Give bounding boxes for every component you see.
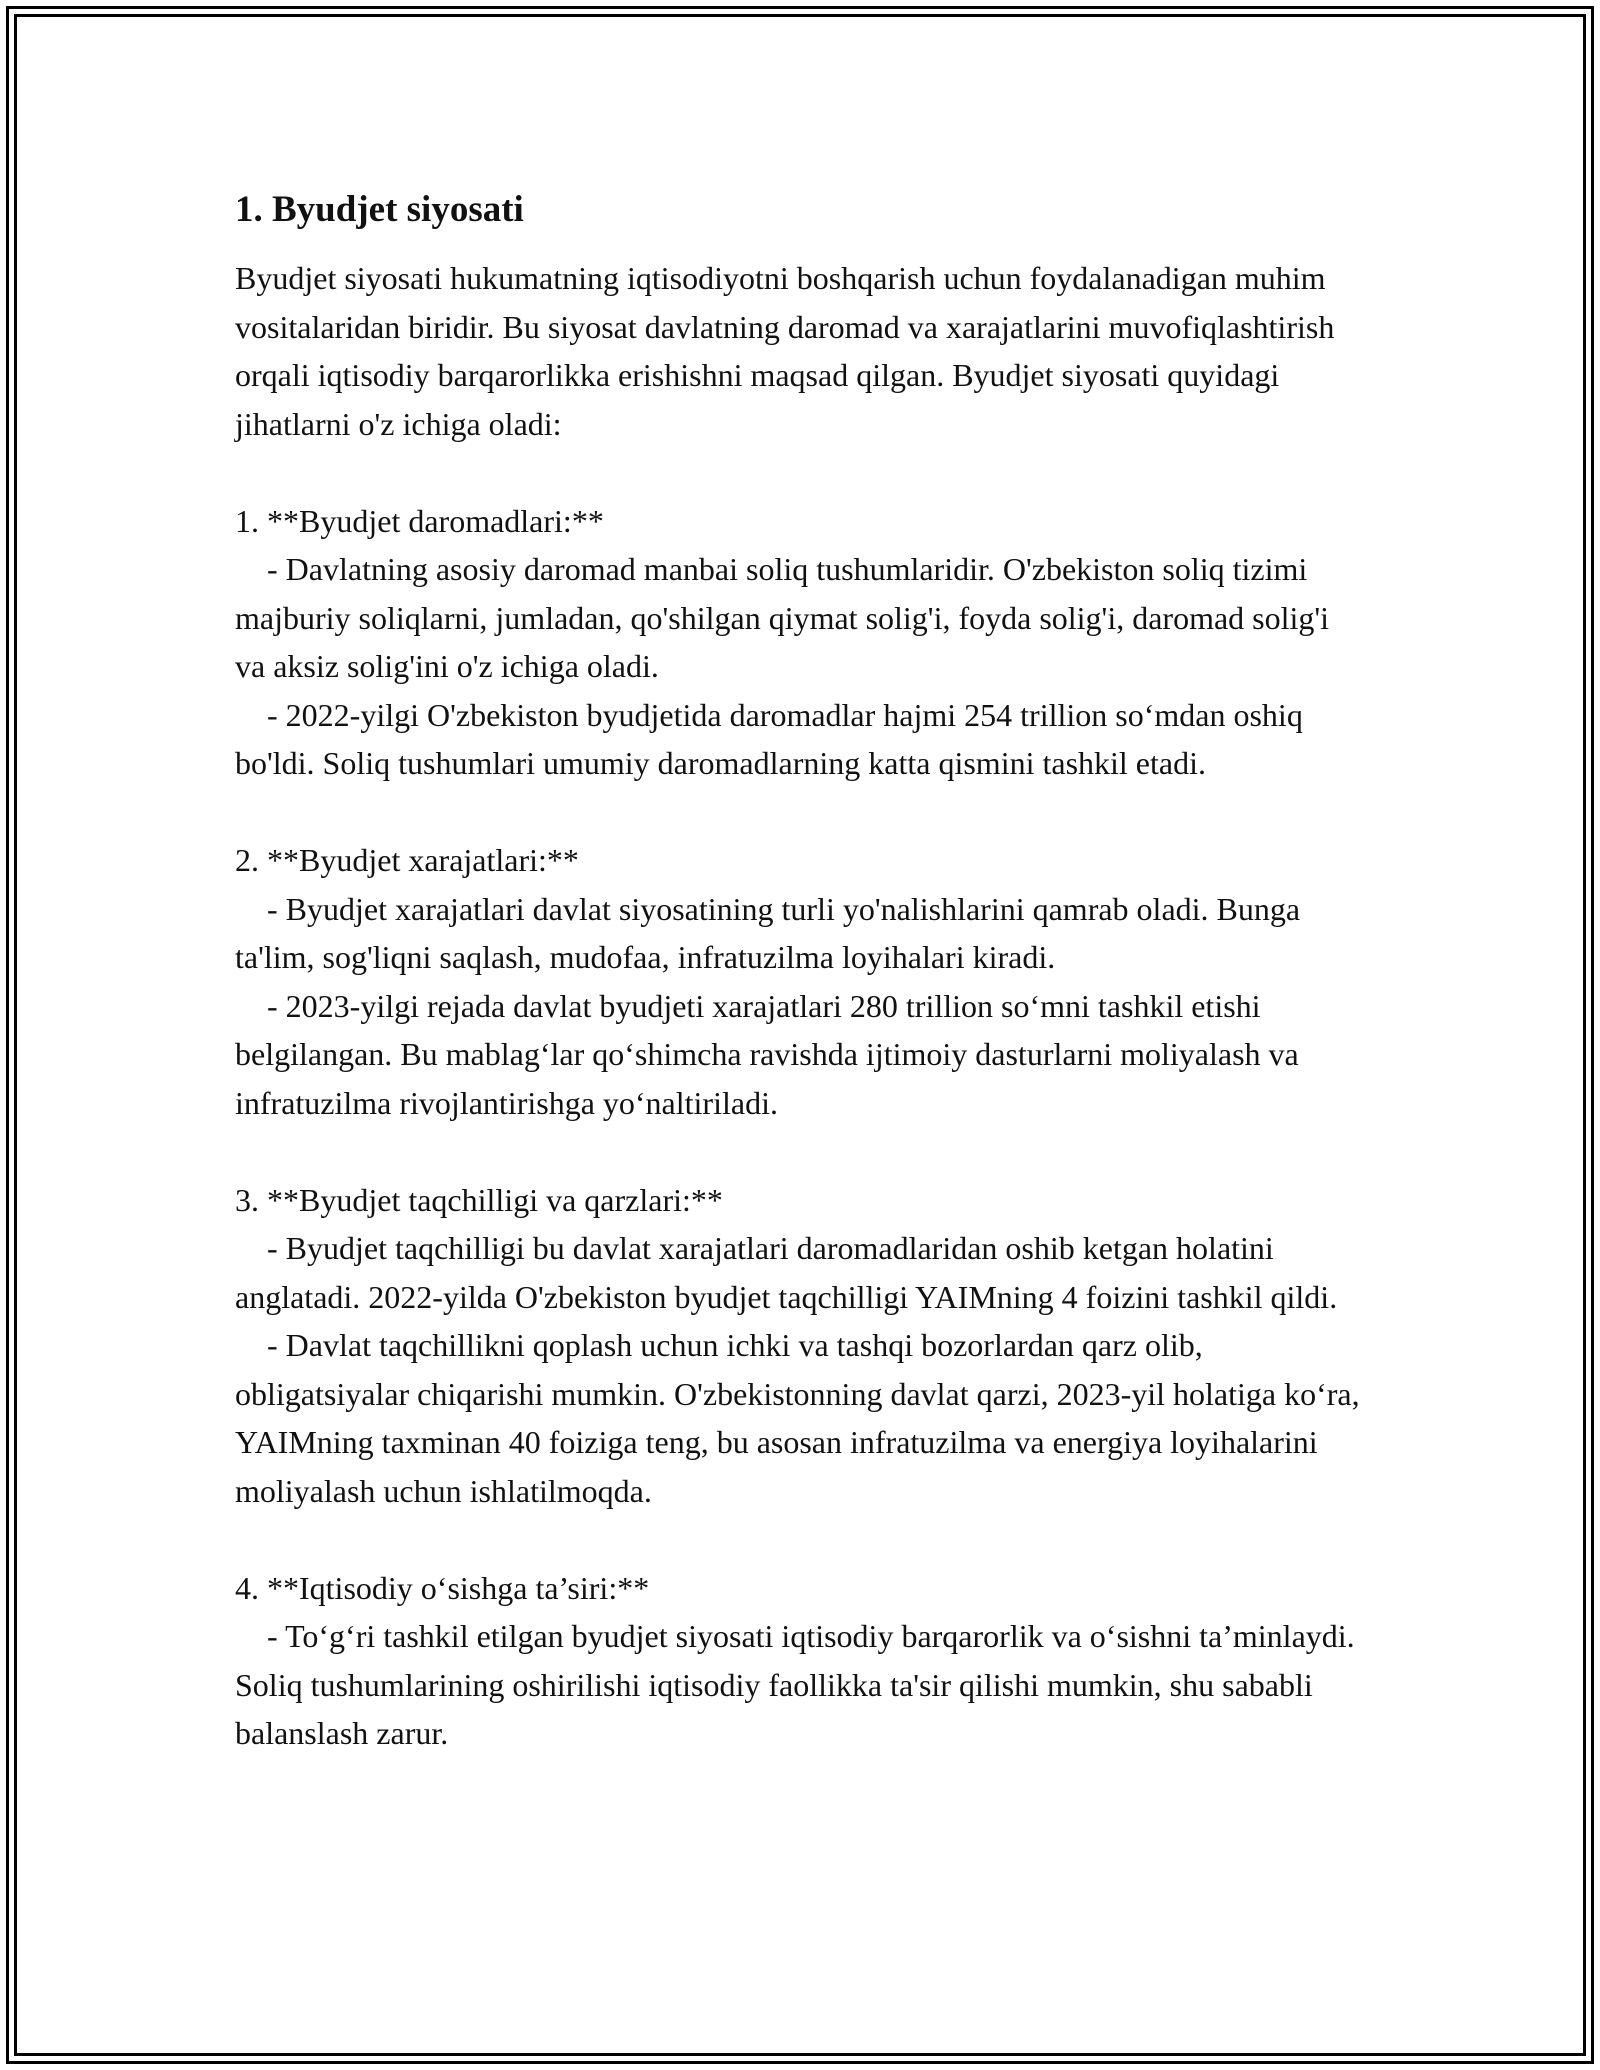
section-bullet — [235, 1224, 1365, 1321]
document-body — [235, 186, 1365, 1758]
bullet-text: - 2023-yilgi rejada davlat byudjeti xarajatlari 280 trillion so‘mni tashkil etishi belgilangan. Bu mablag‘lar qo‘shimcha ravishda ijtimoiy dasturlarni moliyalash va infratuzilma rivojlantirishga yo‘naltiriladi. — [235, 987, 1299, 1121]
section-heading: 3. **Byudjet taqchilligi va qarzlari:** — [235, 1181, 723, 1218]
section-bullet — [235, 885, 1365, 982]
section-bullet — [235, 982, 1365, 1128]
section-bullet — [235, 545, 1365, 691]
bullet-text: - Byudjet xarajatlari davlat siyosatining turli yo'nalishlarini qamrab oladi. Bunga ta'lim, sog'liqni saqlash, mudofaa, infratuzilma loyihalari kiradi. — [235, 890, 1301, 975]
section-heading: 1. **Byudjet daromadlari:** — [235, 502, 604, 539]
bullet-text: - Davlat taqchillikni qoplash uchun ichki va tashqi bozorlardan qarz olib, obligatsiyalar chiqarishi mumkin. O'zbekistonning davlat qarzi, 2023-yil holatiga ko‘ra, YAIMning taxminan 40 foiziga teng, bu asosan infratuzilma va energiya loyihalarini moliyalash uchun ishlatilmoqda. — [235, 1327, 1360, 1509]
bullet-text: - To‘g‘ri tashkil etilgan byudjet siyosati iqtisodiy barqarorlik va o‘sishni ta’minlaydi. Soliq tushumlarining oshirilishi iqtisodiy faollikka ta'sir qilishi mumkin, shu sababli balanslash zarur. — [235, 1618, 1355, 1751]
section-budget-deficit-and-debt — [235, 1176, 1365, 1516]
section-bullet — [235, 1612, 1365, 1758]
bullet-text: - 2022-yilgi O'zbekiston byudjetida daromadlar hajmi 254 trillion so‘mdan oshiq bo'ldi. Soliq tushumlari umumiy daromadlarning katta qismini tashkil etadi. — [235, 696, 1303, 781]
section-budget-expenditures — [235, 836, 1365, 1127]
section-heading: 2. **Byudjet xarajatlari:** — [235, 842, 579, 878]
section-economic-growth-impact — [235, 1564, 1365, 1758]
section-budget-revenues — [235, 497, 1365, 788]
intro-paragraph: Byudjet siyosati hukumatning iqtisodiyotni boshqarish uchun foydalanadigan muhim vositalaridan biridir. Bu siyosat davlatning daromad va xarajatlarini muvofiqlashtirish orqali iqtisodiy barqarorlikka erishishni maqsad qilgan. Byudjet siyosati quyidagi jihatlarni o'z ichiga oladi: — [235, 260, 1335, 442]
bullet-text: - Davlatning asosiy daromad manbai soliq tushumlaridir. O'zbekiston soliq tizimi majburiy soliqlarni, jumladan, qo'shilgan qiymat solig'i, foyda solig'i, daromad solig'i va aksiz solig'ini o'z ichiga oladi. — [235, 551, 1330, 684]
section-bullet — [235, 1321, 1365, 1515]
section-bullet — [235, 691, 1365, 788]
bullet-text: - Byudjet taqchilligi bu davlat xarajatlari daromadlaridan oshib ketgan holatini anglatadi. 2022-yilda O'zbekiston byudjet taqchilligi YAIMning 4 foizini tashkil qildi. — [235, 1230, 1338, 1315]
section-heading: 4. **Iqtisodiy o‘sishga ta’siri:** — [235, 1569, 650, 1606]
document-title: 1. Byudjet siyosati — [235, 189, 524, 230]
